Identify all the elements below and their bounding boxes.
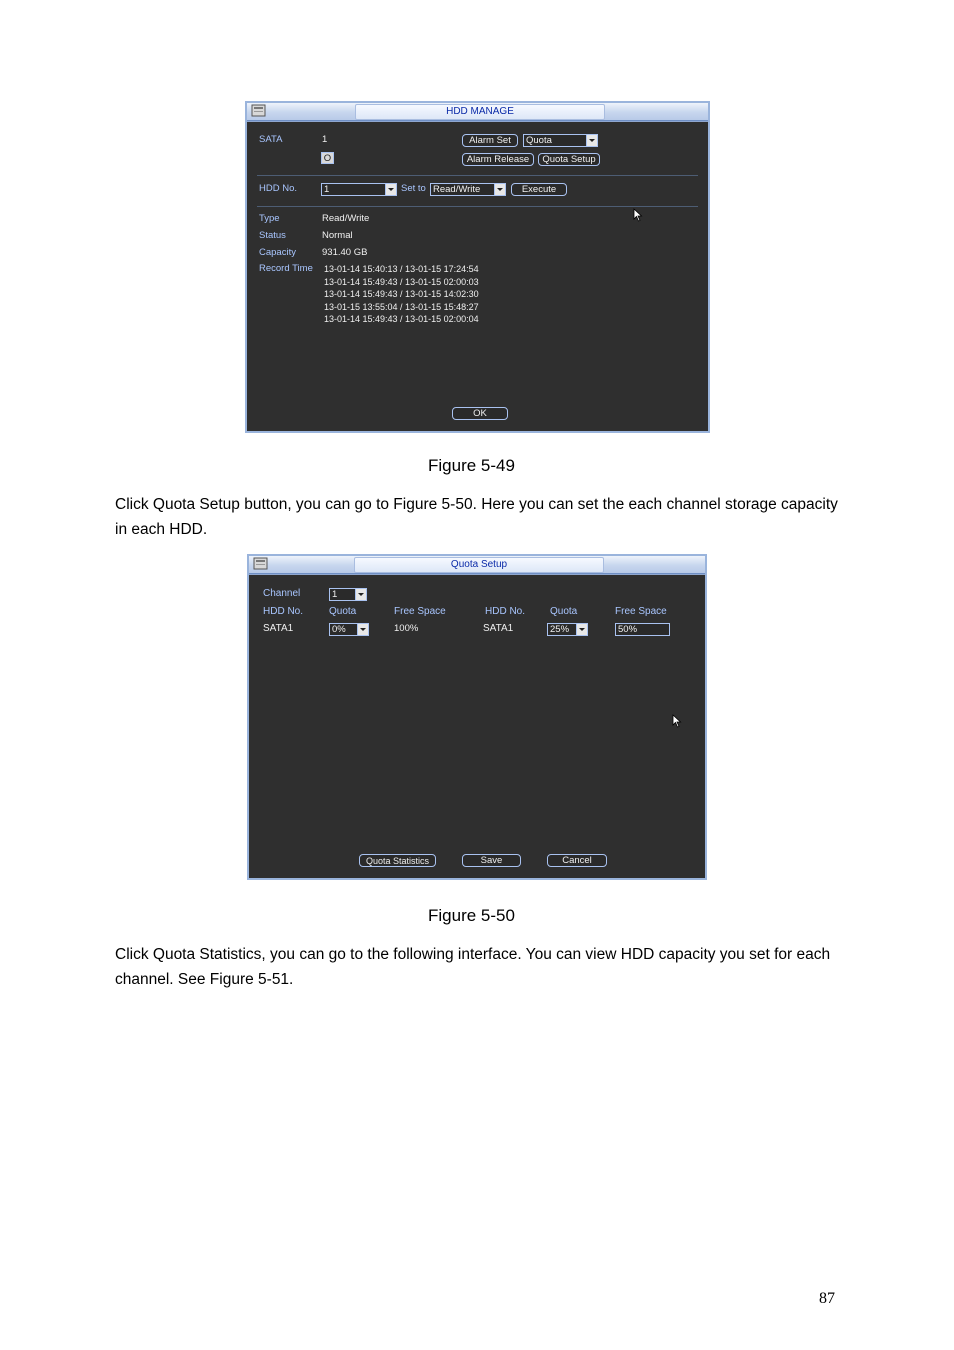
record-time-entry: 13-01-14 15:40:13 / 13-01-15 17:24:54 [324, 264, 479, 274]
channel-select-value: 1 [332, 589, 338, 600]
quota-setup-button[interactable]: Quota Setup [538, 153, 600, 166]
type-label: Type [259, 213, 280, 224]
quota-header: Quota [550, 606, 578, 617]
sata-indicator-button[interactable]: O [321, 152, 334, 164]
sata-value: 1 [322, 134, 328, 145]
mouse-cursor-icon [633, 208, 643, 222]
chevron-down-icon[interactable] [357, 624, 368, 635]
chevron-down-icon[interactable] [385, 184, 396, 195]
hdd-no-label: HDD No. [259, 183, 298, 194]
set-to-select-value: Read/Write [433, 184, 481, 195]
divider [257, 206, 698, 207]
quota-header: Quota [329, 606, 357, 617]
chevron-down-icon[interactable] [355, 589, 366, 600]
channel-label: Channel [263, 588, 301, 599]
record-time-entry: 13-01-15 13:55:04 / 13-01-15 15:48:27 [324, 301, 479, 312]
figure-5-50-caption: Figure 5-50 [428, 906, 515, 925]
status-value: Normal [322, 230, 353, 241]
record-time-entry: 13-01-14 15:49:43 / 13-01-15 02:00:03 [324, 276, 479, 287]
cancel-button[interactable]: Cancel [547, 854, 607, 867]
chevron-down-icon[interactable] [576, 624, 587, 635]
window-body [247, 121, 708, 431]
window-title: HDD MANAGE [355, 104, 605, 120]
quota-select[interactable] [329, 623, 369, 636]
page-number: 87 [819, 1290, 835, 1307]
app-icon [251, 104, 267, 118]
paragraph-quota-setup: Click Quota Setup button, you can go to Figure 5-50. Here you can set the each channel storage capacity in each HDD. [115, 496, 838, 538]
hdd-no-header: HDD No. [263, 606, 304, 617]
quota-statistics-button[interactable]: Quota Statistics [359, 854, 436, 867]
chevron-down-icon[interactable] [494, 184, 505, 195]
window-body [249, 574, 705, 878]
quota-select-value: Quota [526, 135, 552, 146]
figure-5-49-caption: Figure 5-49 [428, 456, 515, 475]
free-space-field[interactable]: 50% [615, 623, 670, 636]
free-space-header: Free Space [394, 606, 446, 617]
capacity-label: Capacity [259, 247, 296, 258]
title-bar [247, 103, 708, 121]
app-icon [253, 557, 269, 571]
quota-select[interactable] [547, 623, 588, 636]
divider [257, 175, 698, 176]
type-value: Read/Write [322, 213, 370, 224]
record-time-entry: 13-01-14 15:49:43 / 13-01-15 14:02:30 [324, 289, 479, 299]
chevron-down-icon[interactable] [586, 135, 597, 146]
hdd-name: SATA1 [263, 623, 294, 634]
hdd-no-select-value: 1 [324, 184, 330, 195]
sata-label: SATA [259, 134, 283, 145]
execute-button[interactable]: Execute [511, 183, 567, 196]
save-button[interactable]: Save [462, 854, 521, 867]
hdd-manage-window [245, 101, 710, 433]
window-title: Quota Setup [354, 557, 604, 573]
record-time-label: Record Time [259, 263, 313, 274]
quota-select-value: 25% [550, 624, 570, 635]
ok-button[interactable]: OK [452, 407, 508, 420]
hdd-no-header: HDD No. [485, 606, 526, 617]
hdd-name: SATA1 [483, 623, 514, 634]
free-space-header: Free Space [615, 606, 667, 617]
title-bar [249, 556, 705, 574]
free-space-value: 100% [394, 623, 419, 634]
record-time-entry: 13-01-14 15:49:43 / 13-01-15 02:00:04 [324, 314, 479, 324]
paragraph-quota-statistics: Click Quota Statistics, you can go to the following interface. You can view HDD capacity you set for each channel. See Figure 5-51. [115, 946, 831, 988]
capacity-value: 931.40 GB [322, 247, 368, 258]
quota-select-value: 0% [332, 624, 346, 635]
hdd-no-select[interactable] [321, 183, 397, 196]
set-to-label: Set to [401, 183, 426, 194]
status-label: Status [259, 230, 286, 241]
quota-setup-window [247, 554, 707, 880]
channel-select[interactable] [329, 588, 367, 601]
alarm-release-button[interactable]: Alarm Release [462, 153, 534, 166]
mouse-cursor-icon [672, 714, 682, 728]
alarm-set-button[interactable]: Alarm Set [462, 134, 518, 147]
quota-select[interactable] [523, 134, 598, 147]
set-to-select[interactable] [430, 183, 506, 196]
